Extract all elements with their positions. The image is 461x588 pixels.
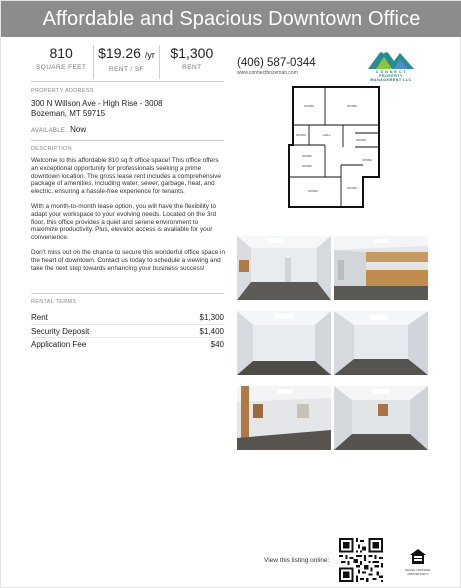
description (31, 157, 226, 272)
mountain-logo-icon (354, 43, 428, 71)
floor-plan (285, 85, 381, 213)
office-photo[interactable] (334, 386, 428, 450)
stat-value: 810 (49, 45, 73, 61)
website-link[interactable]: www.connectbozeman.com (237, 70, 298, 76)
stat-label: SQUARE FEET (36, 64, 87, 71)
room-label: ROOM (347, 104, 357, 108)
address-line-1: 300 N Willson Ave - High Rise - 3008 (31, 99, 163, 108)
term-value: $40 (210, 339, 224, 349)
equal-housing-icon (409, 548, 427, 570)
address-line-2: Bozeman, MT 59715 (31, 109, 106, 118)
divider (31, 140, 224, 141)
stat-rent (159, 45, 224, 79)
stat-label: RENT / SF (109, 66, 144, 73)
divider (31, 293, 224, 294)
term-row (31, 311, 224, 324)
photo-image (334, 236, 428, 300)
room-label: ROOM (308, 189, 318, 193)
room-label: ROOM (347, 186, 357, 190)
term-row (31, 324, 224, 337)
equal-housing-label: EQUAL HOUSING OPPORTUNITY (405, 568, 431, 576)
office-photo[interactable] (334, 236, 428, 300)
room-label: ROOM (356, 138, 366, 142)
description-paragraph: Don't miss out on the chance to secure this wonderful office space in the heart of downtown. Contact us today to schedule a viewing and take the next step towards enhancing your business success! (31, 248, 225, 272)
term-value: $1,300 (199, 313, 224, 322)
room-label: ROOM (302, 154, 312, 158)
stat-value: $19.26 (98, 45, 141, 61)
photo-image (237, 386, 331, 450)
office-photo[interactable] (334, 311, 428, 375)
office-photo[interactable] (237, 311, 331, 375)
rental-terms-table (31, 311, 224, 350)
office-photo[interactable] (237, 386, 331, 450)
stat-value: $1,300 (170, 45, 214, 61)
stat-square-feet (29, 45, 93, 79)
stat-unit: /yr (144, 50, 155, 60)
header-bar (1, 1, 461, 37)
photo-image (237, 311, 331, 375)
logo-subtitle: MANAGEMENT LLC (370, 78, 412, 82)
photo-image (334, 311, 428, 375)
term-value: $1,400 (199, 326, 224, 336)
photo-image (237, 236, 331, 300)
stat-label: RENT (182, 64, 202, 71)
qr-code-icon[interactable] (339, 538, 383, 582)
property-address (31, 99, 162, 119)
room-label: ROOM (302, 164, 312, 168)
room-label: HALL (323, 133, 331, 137)
room-label: ROOM (362, 158, 372, 162)
description-label: DESCRIPTION (31, 146, 72, 152)
rental-terms-label: RENTAL TERMS (31, 299, 77, 305)
available-value: Now (70, 125, 87, 134)
office-photo[interactable] (237, 236, 331, 300)
availability (31, 125, 86, 134)
logo-subtitle: PROPERTY (379, 74, 403, 78)
term-label: Rent (31, 313, 48, 322)
term-label: Application Fee (31, 339, 87, 349)
stats-row (29, 45, 224, 79)
description-paragraph: Welcome to this affordable 810 sq ft office space! This office offers an exceptional opportunity for professionals seeking a prime downtown location. The gross lease rent includes a comprehensive package of amenities, including water, sewer, garbage, heat, and electric, ensuring a hassle-free experience for tenants. (31, 157, 221, 196)
description-paragraph: With a month-to-month lease option, you will have the flexibility to adapt your workspace to your evolving needs. Located on the 3rd floor, this office provides a quiet and serene environment to maximize productivity. Plus, elevator access is available for your convenience. (31, 202, 217, 242)
term-label: Security Deposit (31, 326, 90, 336)
company-logo (354, 43, 428, 81)
photo-image (334, 386, 428, 450)
term-row (31, 337, 224, 350)
page-title: Affordable and Spacious Downtown Office (42, 7, 421, 30)
available-label: AVAILABLE: (31, 128, 68, 134)
room-label: ROOM (304, 104, 314, 108)
logo-name: C O N N E C T (375, 70, 407, 74)
divider (31, 81, 224, 82)
room-label: ROOM (296, 133, 306, 137)
phone-number[interactable]: (406) 587-0344 (237, 57, 316, 69)
view-listing-text: View this listing online: (264, 557, 330, 564)
stat-rent-per-sf (93, 45, 158, 79)
property-address-label: PROPERTY ADDRESS (31, 88, 94, 94)
